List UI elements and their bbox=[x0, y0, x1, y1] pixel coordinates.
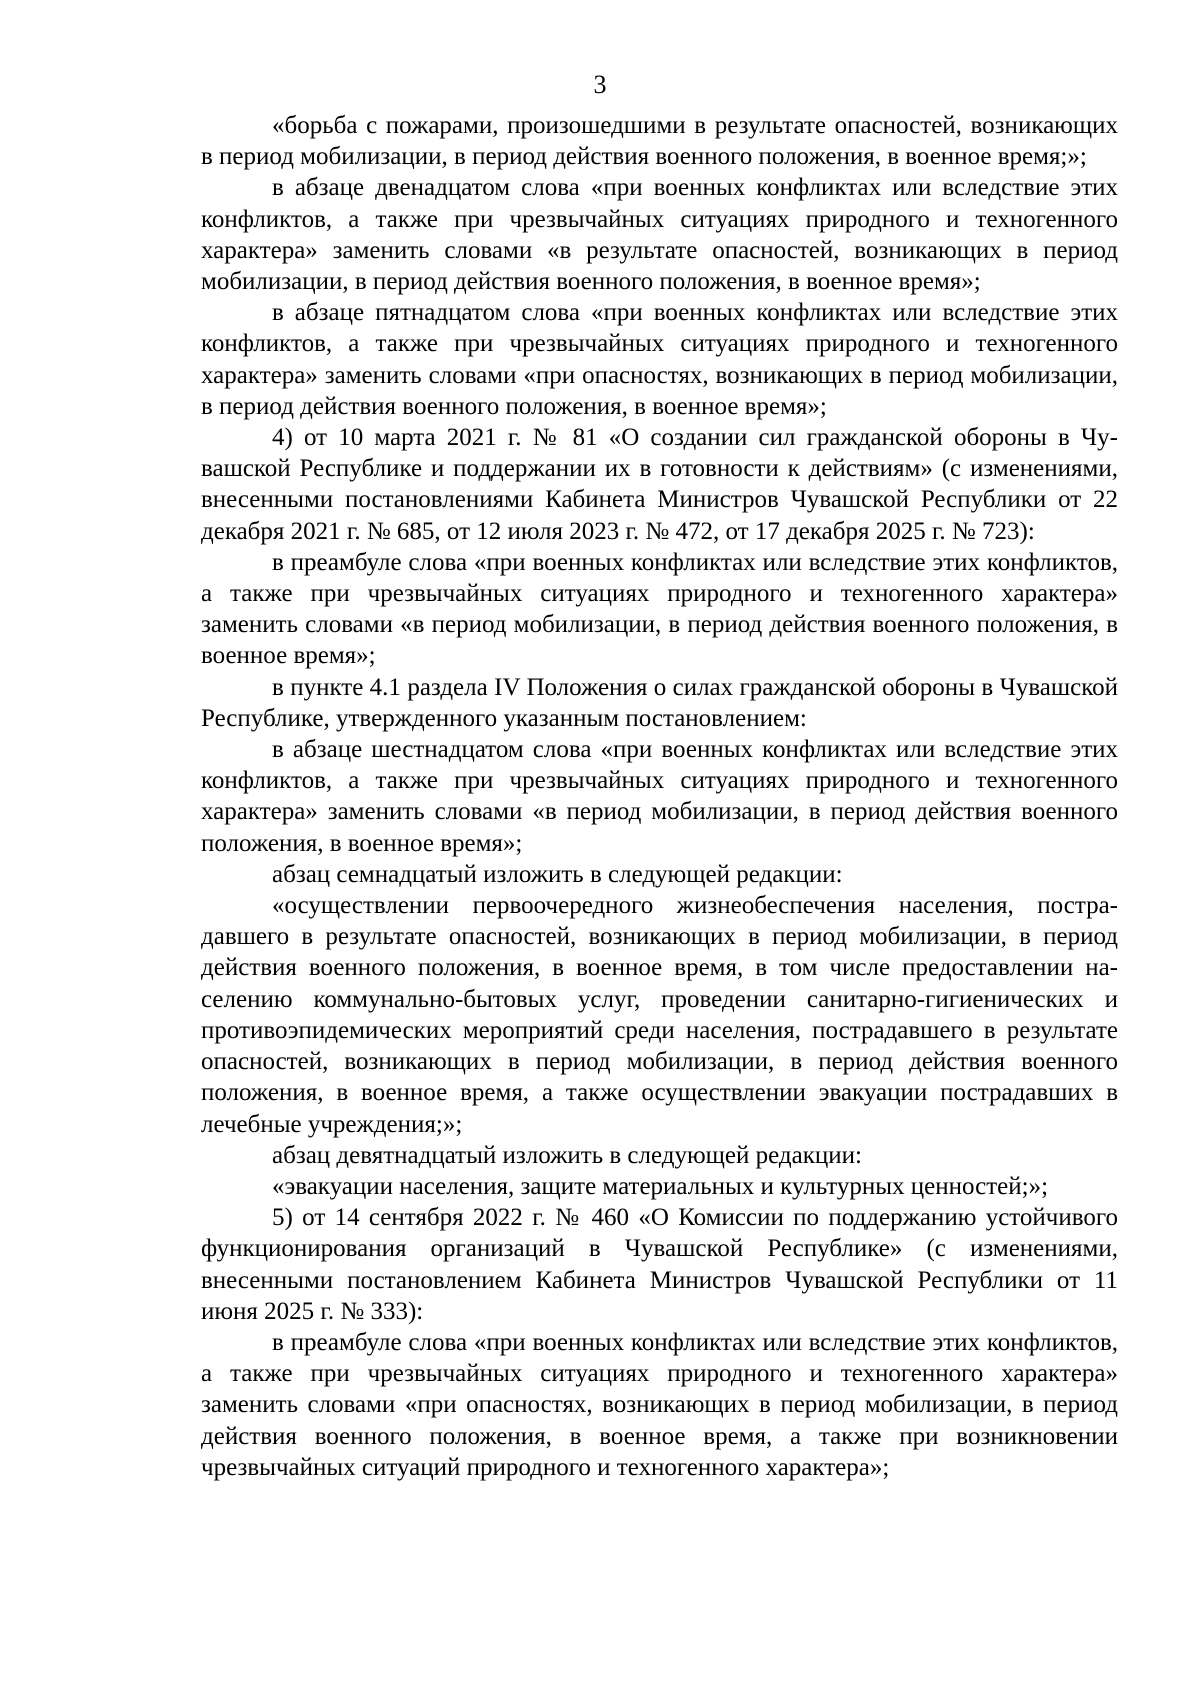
paragraph: абзац семнадцатый изложить в следующей редакции: bbox=[272, 860, 843, 888]
paragraph: 5) от 14 сентября 2022 г. № 460 «О Комиссии по поддержанию устойчивого функционирования организаций в Чувашской Республике» (с изменениями, внесенными постановлением Кабинета Министров Чувашской Республики от 11 июня 2025 г. № 333): bbox=[201, 1204, 1118, 1325]
paragraph: в абзаце двенадцатом слова «при военных конфликтах или вследствие этих конфликтов, а также при чрезвычайных ситуациях природного и техногенного характера» заменить словами «в результате опасностей, возникающих в период мобилизации, в период действия военного положения, в военное время»; bbox=[201, 174, 1118, 296]
paragraph: «осуществлении первоочередного жизнеобеспечения населения, пострадавшего в результате опасностей, возникающих в период мобилизации, в период действия военного положения, в военное время, в том числе предоставлении населению коммунально-бытовых услуг, проведении санитарно-гигиенических и противоэпидемических мероприятий среди населения, пострадавшего в результате опасностей, возникающих в период мобилизации, в период действия военного положения, в военное время, а также осуществлении эвакуации пострадавших в лечебные учреждения;»; bbox=[201, 892, 1118, 1138]
paragraph: «борьба с пожарами, произошедшими в результате опасностей, возникающих в период мобилизации, в период действия военного положения, в военное время;»; bbox=[201, 112, 1118, 171]
paragraph: в абзаце пятнадцатом слова «при военных конфликтах или вследствие этих конфликтов, а также при чрезвычайных ситуациях природного и техногенного характера» заменить словами «при опасностях, возникающих в период мобилизации, в период действия военного положения, в военное время»; bbox=[201, 299, 1118, 420]
paragraph: в абзаце шестнадцатом слова «при военных конфликтах или вследствие этих конфликтов, а также при чрезвычайных ситуациях природного и техногенного характера» заменить словами «в период мобилизации, в период действия военного положения, в военное время»; bbox=[201, 736, 1118, 857]
paragraph: в преамбуле слова «при военных конфликтах или вследствие этих конфликтов, а также при чрезвычайных ситуациях природного и техногенного характера» заменить словами «при опасностях, возникающих в период мобилизации, в период действия военного положения, в военное время, а также при возникновении чрезвычайных ситуаций природного и техногенного характера»; bbox=[201, 1328, 1118, 1481]
paragraph: «эвакуации населения, защите материальных и культурных ценностей;»; bbox=[272, 1172, 1049, 1200]
paragraph: 4) от 10 марта 2021 г. № 81 «О создании сил гражданской обороны в Чувашской Республике и поддержании их в готовности к действиям» (с изменениями, внесенными постановлениями Кабинета Министров Чувашской Республики от 22 декабря 2021 г. № 685, от 12 июля 2023 г. № 472, от 17 декабря 2025 г. № 723): bbox=[201, 424, 1118, 545]
paragraph: в преамбуле слова «при военных конфликтах или вследствие этих конфликтов, а также при чрезвычайных ситуациях природного и техногенного характера» заменить словами «в период мобилизации, в период действия военного положения, в военное время»; bbox=[201, 548, 1118, 670]
document-body bbox=[201, 110, 1118, 1483]
page-number: 3 bbox=[593, 70, 607, 99]
paragraph: в пункте 4.1 раздела IV Положения о силах гражданской обороны в Чувашской Республике, утвержденного указанным постановлением: bbox=[201, 673, 1118, 732]
paragraph: абзац девятнадцатый изложить в следующей редакции: bbox=[272, 1141, 862, 1169]
